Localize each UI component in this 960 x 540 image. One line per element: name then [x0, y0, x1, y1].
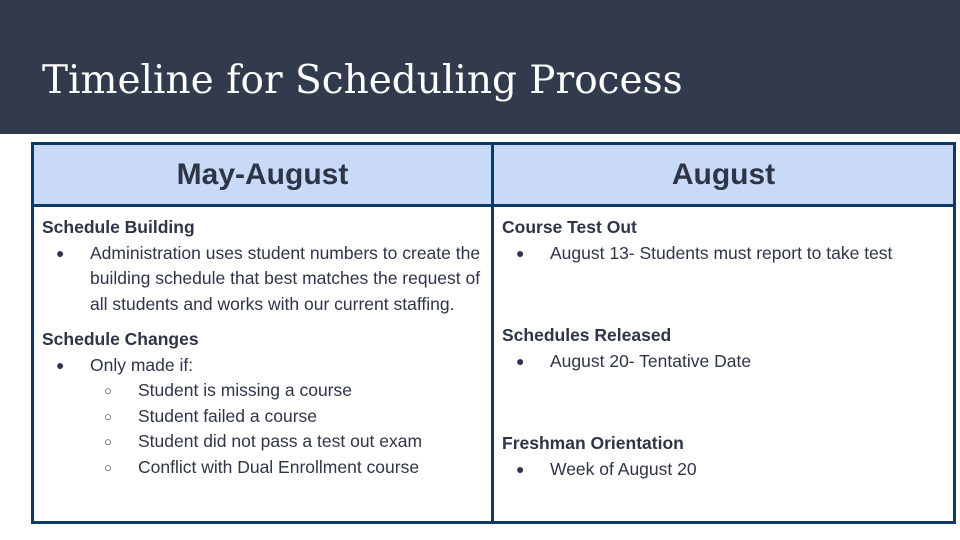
- list-item-text: Administration uses student numbers to create the building schedule that best matches the request of all students and works with our current staffing.: [90, 242, 481, 314]
- slide-title: Timeline for Scheduling Process: [42, 58, 683, 103]
- list-item-text: Week of August 20: [550, 458, 697, 479]
- list-item: [42, 353, 483, 379]
- bullet-icon: ●: [516, 244, 525, 261]
- timeline-table: [31, 142, 956, 524]
- column-body-may-august: [34, 207, 494, 521]
- section-title-freshman-orientation: Freshman Orientation: [502, 433, 684, 453]
- hollow-bullet-icon: ○: [104, 459, 112, 475]
- column-body-august: [494, 207, 953, 521]
- sub-list-item-text: Student did not pass a test out exam: [138, 431, 423, 451]
- list-item: [502, 349, 945, 375]
- list-item-text: Only made if:: [90, 354, 194, 375]
- list-item-text: August 20- Tentative Date: [550, 350, 752, 371]
- sub-list-item-text: Student is missing a course: [138, 380, 352, 400]
- hollow-bullet-icon: ○: [104, 383, 112, 398]
- section-title-schedule-building: Schedule Building: [42, 217, 195, 237]
- list-item: [502, 457, 945, 483]
- bullet-icon: ●: [516, 352, 525, 369]
- column-header-august: August: [494, 145, 953, 207]
- list-item-text: August 13- Students must report to take test: [550, 242, 893, 263]
- sub-list-item: [42, 404, 483, 430]
- section-title-schedules-released: Schedules Released: [502, 325, 672, 345]
- hollow-bullet-icon: ○: [104, 408, 112, 424]
- title-bar: [0, 0, 960, 134]
- sub-list-item-text: Student failed a course: [138, 405, 318, 426]
- bullet-icon: ●: [516, 460, 525, 477]
- bullet-icon: ●: [56, 244, 65, 261]
- list-item: [502, 241, 945, 267]
- bullet-icon: ●: [56, 356, 65, 373]
- section-title-schedule-changes: Schedule Changes: [42, 329, 199, 349]
- hollow-bullet-icon: ○: [104, 434, 112, 449]
- sub-list-item: [42, 455, 483, 481]
- sub-list-item: [42, 378, 483, 404]
- sub-list-item-text: Conflict with Dual Enrollment course: [138, 456, 420, 477]
- sub-list-item: [42, 429, 483, 455]
- section-title-course-test-out: Course Test Out: [502, 217, 637, 237]
- column-header-may-august: May-August: [34, 145, 494, 207]
- list-item: [42, 241, 483, 318]
